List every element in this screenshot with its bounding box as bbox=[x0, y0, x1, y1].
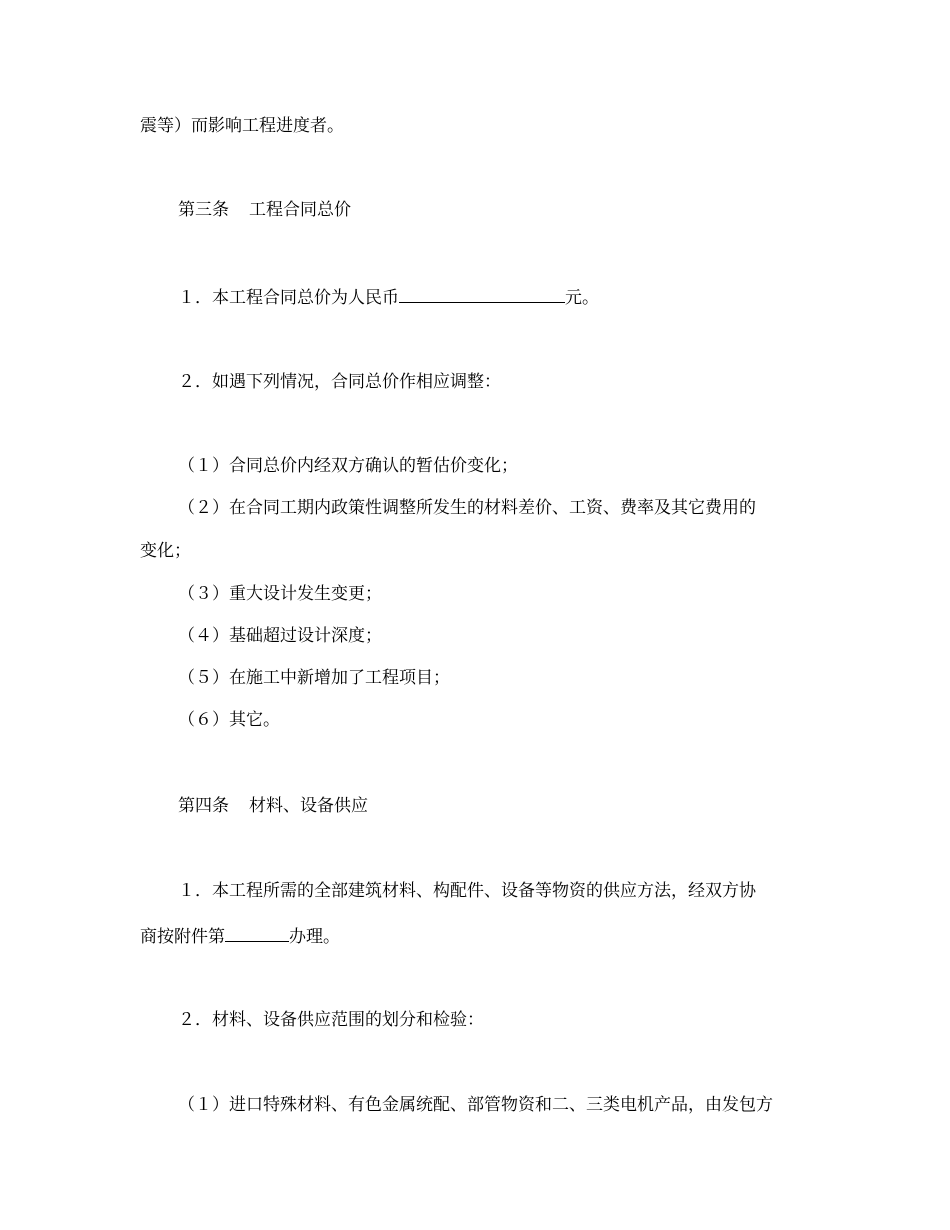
article-3-item-4: （４）基础超过设计深度； bbox=[178, 626, 382, 646]
clause-text: 商按附件第 bbox=[140, 927, 225, 947]
clause-text: 元。 bbox=[565, 288, 599, 308]
article-3-title: 工程合同总价 bbox=[249, 200, 351, 220]
article-4-title: 材料、设备供应 bbox=[249, 796, 368, 816]
article-3-clause-1 bbox=[178, 286, 599, 308]
article-4-clause-1-continued bbox=[140, 925, 340, 947]
attachment-number-blank bbox=[225, 925, 289, 942]
article-3-item-2-continued: 变化； bbox=[140, 541, 191, 561]
article-3-item-6: （６）其它。 bbox=[178, 710, 280, 730]
article-3-item-1: （１）合同总价内经双方确认的暂估价变化； bbox=[178, 456, 518, 476]
article-4-clause-1: １．本工程所需的全部建筑材料、构配件、设备等物资的供应方法，经双方协 bbox=[178, 881, 756, 901]
article-3-heading bbox=[178, 200, 351, 220]
contract-total-price-blank bbox=[399, 286, 565, 303]
paragraph-continuation: 震等）而影响工程进度者。 bbox=[140, 116, 344, 136]
article-3-item-2: （２）在合同工期内政策性调整所发生的材料差价、工资、费率及其它费用的 bbox=[178, 498, 756, 518]
article-3-item-3: （３）重大设计发生变更； bbox=[178, 584, 382, 604]
clause-text: １．本工程合同总价为人民币 bbox=[178, 288, 399, 308]
article-3-clause-2: ２．如遇下列情况，合同总价作相应调整： bbox=[178, 372, 501, 392]
article-4-heading bbox=[178, 796, 368, 816]
article-3-number: 第三条 bbox=[178, 200, 229, 220]
article-3-item-5: （５）在施工中新增加了工程项目； bbox=[178, 668, 450, 688]
article-4-item-1: （１）进口特殊材料、有色金属统配、部管物资和二、三类电机产品，由发包方 bbox=[178, 1095, 773, 1115]
article-4-number: 第四条 bbox=[178, 796, 229, 816]
article-4-clause-2: ２．材料、设备供应范围的划分和检验： bbox=[178, 1010, 484, 1030]
clause-text: 办理。 bbox=[289, 927, 340, 947]
